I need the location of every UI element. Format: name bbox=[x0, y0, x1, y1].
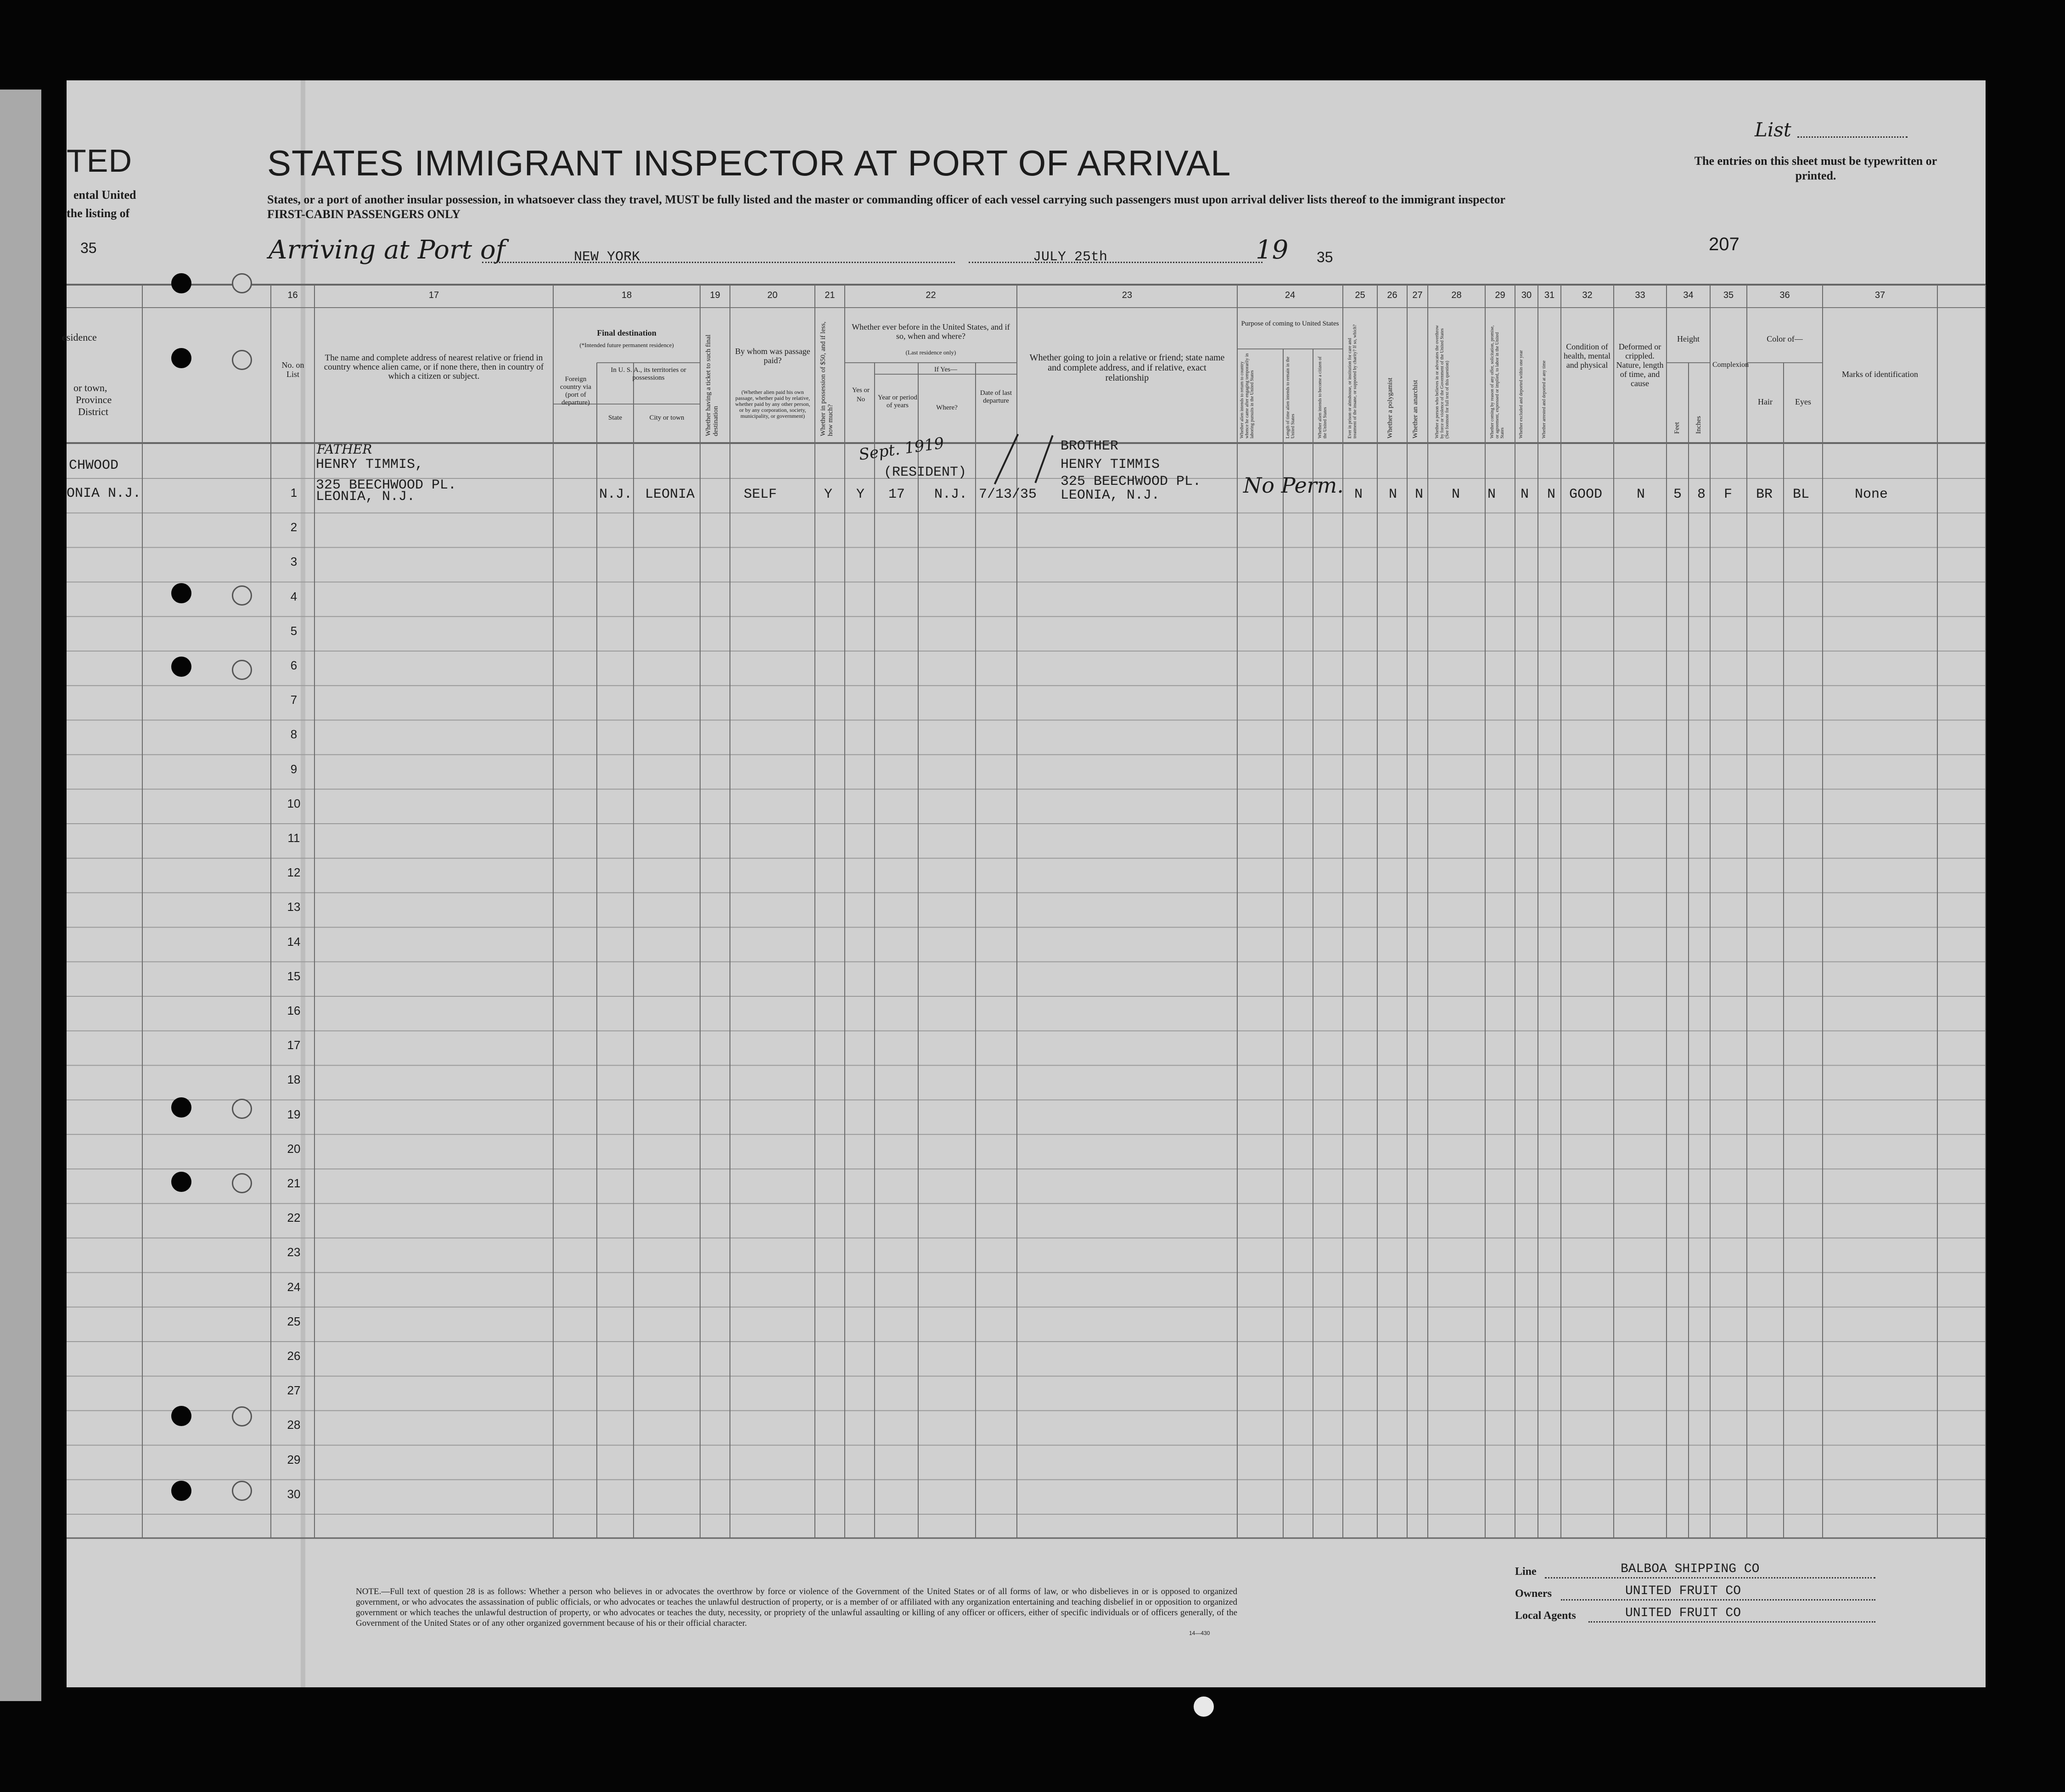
departure-date: 7/13/35 bbox=[979, 487, 1037, 502]
purpose-handwritten: No Perm. bbox=[1243, 473, 1344, 498]
row-number: 21 bbox=[287, 1176, 301, 1190]
punch-hole bbox=[1194, 1697, 1214, 1717]
col-num-30: 30 bbox=[1521, 290, 1532, 300]
row-number: 17 bbox=[287, 1038, 301, 1052]
footnote: NOTE.—Full text of question 28 is as follows: Whether a person who believes in or advocates the overthrow by force or violence of the Government of the United States or of all forms of law, or who disbelieves in or is opposed to organized government, or who advocates the assassination of public officials, or who advocates or teaches the unlawful destruction of property, or is a member of or affiliated with any organization entertaining and teaching disbelief in or opposition to organized government or which teaches the unlawful destruction of property, or who advocates or teaches the duty, necessity, or propriety of the unlawful assaulting or killing of any officer or officers, either of specific individuals or of officers generally, of the Government of the United States or of any other organized government because of his or their official character. bbox=[356, 1587, 1237, 1628]
line-value: BALBOA SHIPPING CO bbox=[1621, 1562, 1760, 1576]
header-ever-before: Whether ever before in the United States, and if so, when and where? bbox=[852, 322, 1010, 341]
join-relation: BROTHER bbox=[1061, 438, 1119, 454]
row-number: 28 bbox=[287, 1418, 301, 1432]
answer-26: N bbox=[1389, 487, 1397, 502]
row-number: 14 bbox=[287, 934, 301, 949]
header-if-yes: If Yes— bbox=[934, 366, 957, 373]
header-purpose-c: Whether alien intends to become a citizen of the United States bbox=[1318, 356, 1328, 438]
header-prison: Ever in prison or almshouse, or institution for care and treatment of the insane, or supported by charity? If so, which? bbox=[1347, 324, 1358, 438]
col-num-33: 33 bbox=[1635, 290, 1645, 300]
header-ever-before-sub: (Last residence only) bbox=[905, 349, 956, 356]
year-suffix: 35 bbox=[1317, 249, 1333, 265]
header-inches: Inches bbox=[1695, 416, 1702, 434]
destination-town: LEONIA bbox=[645, 487, 695, 502]
left-title-fragment: TED bbox=[67, 143, 132, 179]
punch-hole bbox=[232, 585, 252, 606]
header-foreign-country: Foreign country via (port of departure) bbox=[560, 376, 591, 406]
header-passage-paid: By whom was passage paid? bbox=[735, 347, 810, 365]
list-label: List bbox=[1755, 118, 1791, 141]
residence-row1-a: CHWOOD bbox=[69, 458, 119, 473]
header-excluded: Whether excluded and deported within one year bbox=[1519, 350, 1524, 438]
class-line: FIRST-CABIN PASSENGERS ONLY bbox=[267, 208, 460, 221]
col-num-36: 36 bbox=[1779, 290, 1790, 300]
agents-underline bbox=[1588, 1621, 1875, 1623]
header-ticket: Whether having a ticket to such final destination bbox=[705, 334, 719, 436]
join-city: LEONIA, N.J. bbox=[1061, 488, 1160, 503]
port-underline bbox=[482, 262, 955, 263]
col-num-23: 23 bbox=[1122, 290, 1133, 300]
header-nearest-relative: The name and complete address of nearest relative or friend in country whence alien came, or if none there, then in country of which a citizen or subject. bbox=[324, 353, 544, 381]
punch-hole bbox=[171, 657, 191, 677]
header-year-period: Year or period of years bbox=[878, 394, 917, 409]
punch-hole bbox=[171, 1097, 191, 1118]
punch-hole bbox=[171, 1481, 191, 1501]
header-deformed: Deformed or crippled. Nature, length of time, and cause bbox=[1616, 342, 1664, 388]
row-number: 30 bbox=[287, 1487, 301, 1501]
col-num-31: 31 bbox=[1544, 290, 1555, 300]
col-num-28: 28 bbox=[1451, 290, 1462, 300]
header-date-departure: Date of last departure bbox=[980, 389, 1012, 404]
header-complexion: Complexion bbox=[1712, 361, 1749, 369]
line-underline bbox=[1545, 1577, 1875, 1579]
left-subtitle-fragment-1: ental United bbox=[73, 188, 136, 202]
district-header: District bbox=[78, 406, 108, 417]
province-header: Province bbox=[76, 394, 112, 405]
header-final-destination-sub: (*Intended future permanent residence) bbox=[579, 342, 674, 348]
row-number: 12 bbox=[287, 865, 301, 880]
header-purpose-b: Length of time alien intends to remain in the United States bbox=[1285, 356, 1296, 438]
punch-hole bbox=[171, 1172, 191, 1192]
punch-hole bbox=[171, 348, 191, 368]
punch-hole bbox=[232, 1173, 252, 1193]
row-number: 6 bbox=[290, 658, 297, 672]
owners-label: Owners bbox=[1515, 1588, 1552, 1600]
col-num-26: 26 bbox=[1387, 290, 1397, 300]
punch-hole bbox=[171, 1406, 191, 1426]
punch-hole bbox=[232, 1406, 252, 1427]
col-num-29: 29 bbox=[1495, 290, 1505, 300]
col-num-35: 35 bbox=[1723, 290, 1734, 300]
header-color-of: Color of— bbox=[1767, 334, 1803, 343]
ever-before-value: Y bbox=[856, 487, 865, 502]
resident-note: (RESIDENT) bbox=[884, 465, 967, 480]
list-number: 207 bbox=[1709, 234, 1740, 254]
header-hair: Hair bbox=[1758, 397, 1773, 406]
hair-value: BR bbox=[1756, 487, 1773, 502]
col-num-37: 37 bbox=[1874, 290, 1885, 300]
where-value: N.J. bbox=[934, 487, 968, 502]
marks-value: None bbox=[1855, 487, 1888, 502]
owners-value: UNITED FRUIT CO bbox=[1625, 1584, 1741, 1598]
line-label: Line bbox=[1515, 1566, 1537, 1578]
relative-address: 325 BEECHWOOD PL. bbox=[316, 477, 457, 493]
col-num-19: 19 bbox=[710, 290, 720, 300]
destination-state: N.J. bbox=[599, 487, 633, 502]
punch-hole bbox=[171, 583, 191, 603]
col-num-27: 27 bbox=[1412, 290, 1423, 300]
row-number: 13 bbox=[287, 900, 301, 914]
punch-hole bbox=[232, 1481, 252, 1501]
complexion-value: F bbox=[1724, 487, 1733, 502]
header-yes-no: Yes or No bbox=[852, 387, 870, 403]
entries-note: The entries on this sheet must be typewritten or printed. bbox=[1694, 154, 1937, 182]
row-number: 27 bbox=[287, 1383, 301, 1398]
col-num-22: 22 bbox=[926, 290, 936, 300]
row-number: 25 bbox=[287, 1314, 301, 1328]
row-number: 7 bbox=[290, 693, 297, 707]
year-prefix: 19 bbox=[1256, 235, 1289, 265]
page-title: STATES IMMIGRANT INSPECTOR AT PORT OF ARRIVAL bbox=[267, 143, 1231, 183]
health-value: GOOD bbox=[1569, 487, 1603, 502]
row-number: 9 bbox=[290, 762, 297, 776]
join-name: HENRY TIMMIS bbox=[1061, 457, 1160, 472]
relative-name: HENRY TIMMIS, bbox=[316, 457, 424, 472]
punch-hole bbox=[232, 1099, 252, 1119]
col-num-25: 25 bbox=[1355, 290, 1365, 300]
row-number: 24 bbox=[287, 1280, 301, 1294]
punch-hole bbox=[232, 273, 252, 293]
town-header: or town, bbox=[73, 382, 107, 393]
header-polygamist: Whether a polygamist bbox=[1386, 377, 1394, 438]
list-underline bbox=[1797, 136, 1908, 138]
row-number: 16 bbox=[287, 1004, 301, 1017]
row-number: 15 bbox=[287, 969, 301, 983]
join-address: 325 BEECHWOOD PL. bbox=[1061, 474, 1201, 489]
header-join-relative: Whether going to join a relative or friend; state name and complete address, and if relative, exact relationship bbox=[1029, 353, 1225, 383]
deformed-value: N bbox=[1637, 487, 1645, 502]
header-state: State bbox=[608, 414, 622, 421]
port-value: NEW YORK bbox=[574, 249, 640, 265]
col-num-34: 34 bbox=[1683, 290, 1694, 300]
residence-header: esidence bbox=[62, 331, 97, 343]
arriving-label: Arriving at Port of bbox=[269, 235, 505, 265]
col-num-17: 17 bbox=[428, 290, 439, 300]
relative-city: LEONIA, N.J. bbox=[316, 489, 415, 505]
header-fifty-dollars: Whether in possession of $50, and if less, how much? bbox=[819, 321, 834, 436]
header-arrested: Whether arrested and deported at any time bbox=[1542, 360, 1547, 438]
instructions-line: States, or a port of another insular possession, in whatsoever class they travel, MUST be fully listed and the master or commanding officer of each vessel carrying such passengers must upon arrival deliver lists thereof to the immigrant inspector bbox=[267, 193, 1505, 206]
header-no-on-list: No. on List bbox=[281, 360, 304, 379]
row-number: 29 bbox=[287, 1452, 301, 1466]
row-number: 10 bbox=[287, 796, 301, 810]
answer-29: N bbox=[1487, 487, 1496, 502]
row-number: 2 bbox=[290, 520, 297, 534]
handwritten-sept-1919: Sept. 1919 bbox=[858, 434, 945, 464]
agents-label: Local Agents bbox=[1515, 1610, 1576, 1622]
eyes-value: BL bbox=[1793, 487, 1810, 502]
passage-paid-by: SELF bbox=[744, 487, 777, 502]
row-number: 3 bbox=[290, 555, 297, 569]
punch-hole bbox=[232, 350, 252, 370]
owners-underline bbox=[1561, 1599, 1875, 1601]
col-num-32: 32 bbox=[1582, 290, 1593, 300]
header-height: Height bbox=[1677, 334, 1700, 343]
header-eyes: Eyes bbox=[1795, 397, 1811, 406]
height-feet: 5 bbox=[1673, 487, 1682, 502]
arrival-date: JULY 25th bbox=[1033, 249, 1108, 265]
agents-value: UNITED FRUIT CO bbox=[1625, 1606, 1741, 1620]
punch-hole bbox=[171, 273, 191, 293]
ticket-value: Y bbox=[824, 487, 833, 502]
row-number: 22 bbox=[287, 1211, 301, 1225]
row-number: 5 bbox=[290, 624, 297, 638]
header-purpose-a: Whether alien intends to return to country whence he came after engaging temporarily in laboring pursuits in the United States bbox=[1240, 353, 1255, 438]
left-subtitle-fragment-2: the listing of bbox=[67, 207, 130, 220]
header-labor-offer: Whether coming by reason of any offer, solicitation, promise, or agreement, expressed or implied, to labor in the United States bbox=[1490, 325, 1505, 438]
answer-27: N bbox=[1415, 487, 1424, 502]
residence-row1-b: ONIA N.J. bbox=[67, 486, 141, 501]
header-anarchist: Whether an anarchist bbox=[1412, 380, 1419, 438]
col-num-16: 16 bbox=[287, 290, 298, 300]
answer-28: N bbox=[1452, 487, 1460, 502]
height-inches: 8 bbox=[1697, 487, 1706, 502]
row-number: 4 bbox=[290, 589, 297, 603]
left-year-fragment: 35 bbox=[80, 240, 97, 256]
answer-30: N bbox=[1521, 487, 1529, 502]
answer-25: N bbox=[1354, 487, 1363, 502]
footer-form-code: 14—430 bbox=[1189, 1630, 1210, 1636]
row-number: 19 bbox=[287, 1107, 301, 1121]
header-passage-paid-sub: (Whether alien paid his own passage, whether paid by relative, whether paid by any other person, or by any corporation, society, municipality, or government) bbox=[735, 389, 810, 419]
row-number: 1 bbox=[290, 486, 297, 500]
row-number: 23 bbox=[287, 1245, 301, 1259]
header-where: Where? bbox=[936, 404, 958, 411]
header-final-destination: Final destination bbox=[597, 328, 657, 337]
row-number: 18 bbox=[287, 1073, 301, 1087]
header-usa: In U. S. A., its territories or possessions bbox=[611, 366, 686, 382]
date-underline bbox=[969, 262, 1263, 263]
punch-hole bbox=[232, 660, 252, 680]
col-num-24: 24 bbox=[1285, 290, 1296, 300]
col-num-20: 20 bbox=[767, 290, 778, 300]
col-num-18: 18 bbox=[621, 290, 632, 300]
header-feet: Feet bbox=[1673, 422, 1681, 434]
header-overthrow: Whether a person who believes in or advocates the overthrow by force or violence of the Government of the United States (See footnote for full text of this question) bbox=[1435, 325, 1450, 438]
row-number: 20 bbox=[287, 1141, 301, 1156]
header-city: City or town bbox=[649, 414, 685, 421]
header-marks: Marks of identification bbox=[1842, 370, 1918, 379]
header-health: Condition of health, mental and physical bbox=[1564, 342, 1610, 370]
years-value: 17 bbox=[888, 487, 905, 502]
answer-31: N bbox=[1547, 487, 1556, 502]
row-number: 11 bbox=[287, 831, 300, 845]
row-number: 26 bbox=[287, 1349, 301, 1363]
header-purpose: Purpose of coming to United States bbox=[1241, 320, 1339, 327]
row-number: 8 bbox=[290, 727, 297, 742]
relation-handwritten: FATHER bbox=[317, 442, 372, 457]
col-num-21: 21 bbox=[825, 290, 835, 300]
